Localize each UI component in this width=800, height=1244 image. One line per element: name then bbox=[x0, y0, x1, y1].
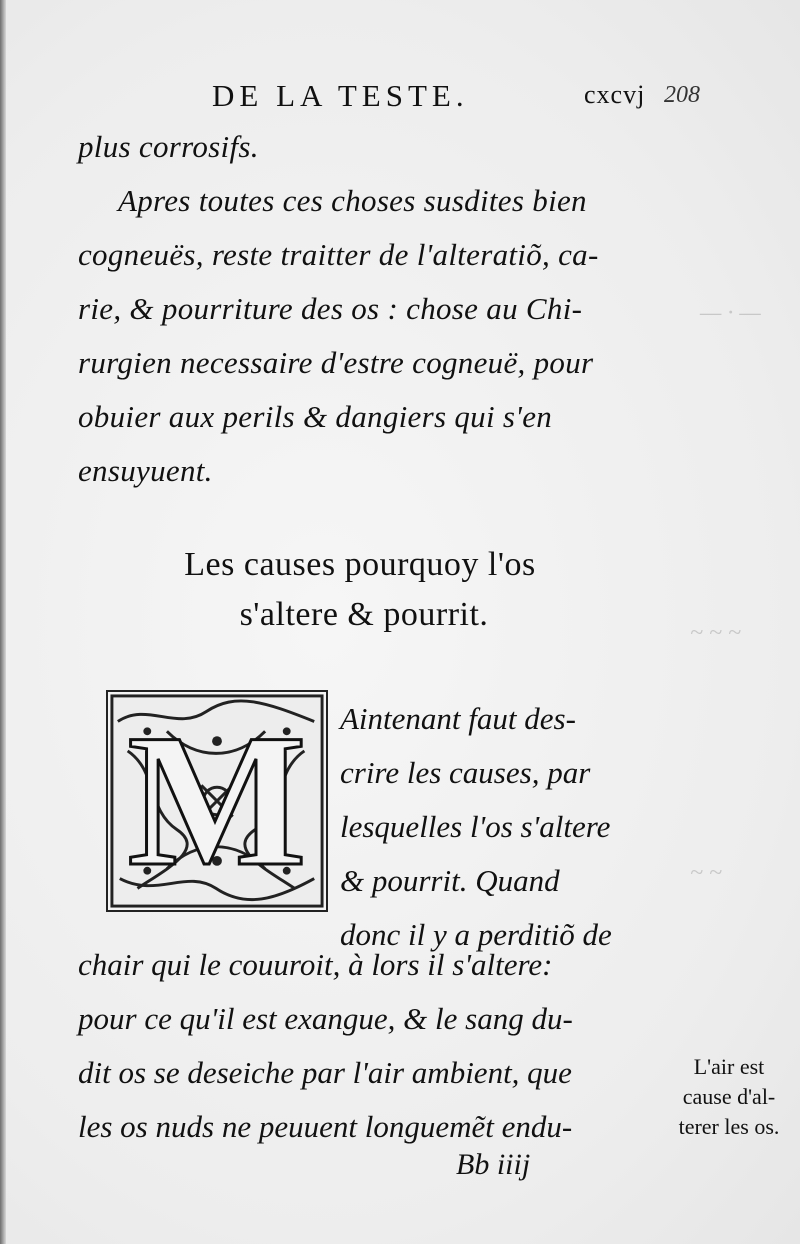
text-line: & pourrit. Quand bbox=[340, 863, 560, 898]
text-line: lesquelles l'os s'altere bbox=[340, 809, 611, 844]
margin-note-line: L'air est bbox=[693, 1054, 765, 1079]
running-head: DE LA TESTE. bbox=[212, 78, 469, 113]
margin-note-line: terer les os. bbox=[678, 1114, 780, 1139]
bleed-through: — · — bbox=[700, 300, 761, 326]
bleed-through: ~ ~ bbox=[690, 860, 722, 886]
page-header bbox=[0, 74, 800, 114]
text-line: rie, & pourriture des os : chose au Chi- bbox=[78, 291, 583, 326]
dropcap-letter: M bbox=[127, 696, 307, 906]
bleed-through: ~ ~ ~ bbox=[690, 620, 741, 646]
text-line: dit os se deseiche par l'air ambient, que bbox=[78, 1055, 572, 1090]
text-line: crire les causes, par bbox=[340, 755, 591, 790]
text-line: les os nuds ne peuuent longuemẽt endu- bbox=[78, 1109, 573, 1144]
folio-number: cxcvj bbox=[584, 80, 646, 109]
decorated-initial bbox=[106, 690, 328, 912]
text-line: donc il y a perditiõ de bbox=[340, 917, 612, 952]
text-line: Aintenant faut des- bbox=[340, 701, 576, 736]
section-title bbox=[0, 540, 720, 640]
text-line: rurgien necessaire d'estre cogneuë, pour bbox=[78, 345, 594, 380]
margin-note bbox=[664, 1052, 794, 1142]
section-title-line: Les causes pourquoy l'os bbox=[184, 546, 536, 583]
text-line: plus corrosifs. bbox=[78, 129, 259, 164]
text-line: chair qui le couuroit, à lors il s'altere: bbox=[78, 947, 553, 982]
signature-mark: Bb iiij bbox=[456, 1148, 531, 1181]
text-beside-initial bbox=[340, 692, 660, 962]
text-line: Apres toutes ces choses susdites bien bbox=[118, 183, 587, 218]
text-line: ensuyuent. bbox=[78, 453, 213, 488]
section-title-line: s'altere & pourrit. bbox=[239, 596, 489, 633]
text-line: cogneuës, reste traitter de l'alteratiõ, ca- bbox=[78, 237, 599, 272]
text-line: pour ce qu'il est exangue, & le sang du- bbox=[78, 1001, 573, 1036]
text-top bbox=[78, 120, 658, 498]
handwritten-folio: 208 bbox=[664, 82, 700, 108]
text-line: obuier aux perils & dangiers qui s'en bbox=[78, 399, 553, 434]
margin-note-line: cause d'al- bbox=[682, 1084, 776, 1109]
text-bottom bbox=[78, 938, 668, 1154]
